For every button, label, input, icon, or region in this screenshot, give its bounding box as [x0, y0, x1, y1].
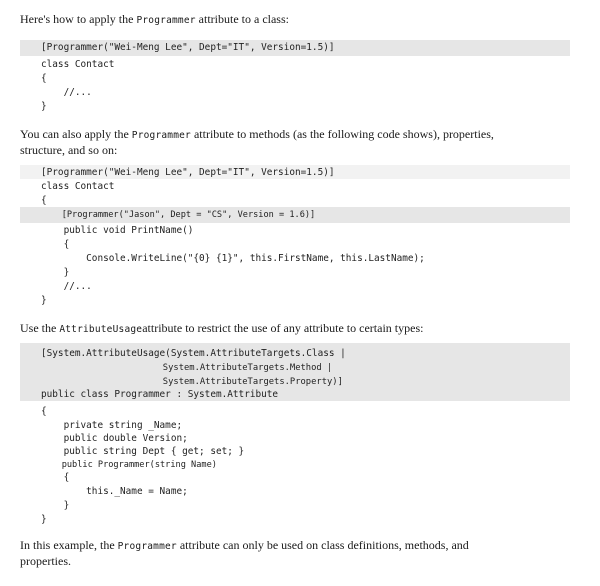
code-line: this._Name = Name;: [41, 486, 188, 497]
text: attribute to a class:: [195, 12, 289, 26]
paragraph-conclusion: [20, 538, 560, 569]
code-line: public double Version;: [41, 433, 188, 444]
text: Use the: [20, 321, 60, 335]
code-line: {: [41, 239, 70, 250]
code-line: }: [41, 267, 70, 278]
code-block-method-attribute: [20, 164, 570, 309]
paragraph-methods: [20, 127, 560, 158]
code-line: {: [41, 73, 47, 84]
code-line: private string _Name;: [41, 420, 183, 431]
code-line: public Programmer(string Name): [41, 460, 217, 470]
code-line: System.AttributeTargets.Property)]: [41, 377, 343, 387]
paragraph-attributeusage: [20, 321, 560, 337]
code-line: [Programmer("Jason", Dept = "CS", Version = 1.6)]: [41, 210, 316, 220]
code-line: }: [41, 500, 70, 511]
code-line: public class Programmer : System.Attribute: [41, 389, 279, 400]
code-line: }: [41, 295, 47, 306]
text: structure, and so on:: [20, 143, 118, 157]
code-line: class Contact: [41, 59, 115, 70]
code-line: [Programmer("Wei-Meng Lee", Dept="IT", Version=1.5)]: [41, 167, 335, 178]
text: attribute to methods (as the following code shows), properties,: [190, 127, 494, 141]
inline-code-attributeusage: AttributeUsage: [59, 324, 143, 335]
code-line: [System.AttributeUsage(System.AttributeTargets.Class |: [41, 348, 346, 359]
text: attribute to restrict the use of any attribute to certain types:: [142, 321, 424, 335]
code-line: {: [41, 406, 47, 417]
code-line: public string Dept { get; set; }: [41, 446, 245, 457]
inline-code-programmer: Programmer: [131, 130, 191, 141]
code-line: System.AttributeTargets.Method |: [41, 363, 333, 373]
code-line: public void PrintName(): [41, 225, 194, 236]
code-line: //...: [41, 281, 92, 292]
code-line: Console.WriteLine("{0} {1}", this.FirstName, this.LastName);: [41, 253, 425, 264]
code-line: //...: [41, 87, 92, 98]
inline-code-programmer: Programmer: [117, 541, 177, 552]
code-line: {: [41, 472, 70, 483]
code-line: {: [41, 195, 47, 206]
inline-code-programmer: Programmer: [136, 15, 196, 26]
code-line: }: [41, 101, 47, 112]
text: In this example, the: [20, 538, 118, 552]
text: You can also apply the: [20, 127, 132, 141]
code-line: }: [41, 514, 47, 525]
code-block-class-attribute: [20, 40, 570, 112]
text: Here's how to apply the: [20, 12, 137, 26]
text: properties.: [20, 554, 71, 568]
code-block-attributeusage: [20, 343, 570, 523]
text: attribute can only be used on class definitions, methods, and: [176, 538, 469, 552]
code-line: class Contact: [41, 181, 115, 192]
code-line: [Programmer("Wei-Meng Lee", Dept="IT", Version=1.5)]: [41, 42, 335, 53]
paragraph-intro: [20, 12, 560, 28]
